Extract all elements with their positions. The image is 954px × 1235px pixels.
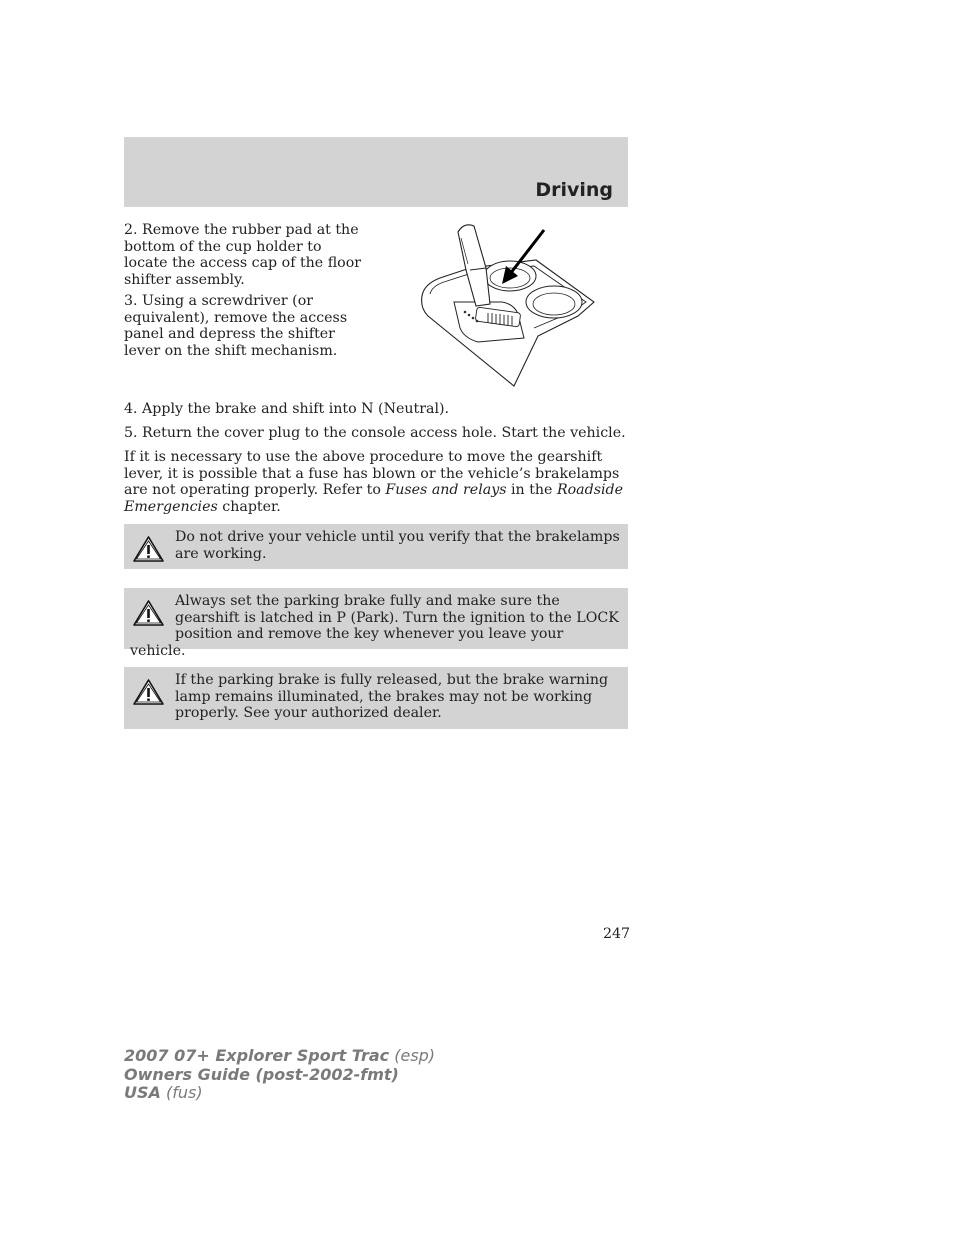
footer-line-1 [124, 1047, 435, 1066]
warning-text-3: If the parking brake is fully released, but the brake warning lamp remains illuminated, the brakes may not be working properly. See your authorized dealer. [175, 672, 609, 721]
steps-top [124, 222, 369, 364]
warning-text-2: Always set the parking brake fully and make sure the gearshift is latched in P (Park). Turn the ignition to the LOCK position and remove the key whenever you leave your vehicle. [130, 593, 619, 659]
section-title: Driving [535, 179, 613, 201]
roadside-emergencies-reference: Roadside Emergencies [124, 482, 624, 515]
page-number: 247 [603, 926, 631, 942]
section-header [124, 137, 628, 207]
footer-model: 2007 07+ Explorer Sport Trac [124, 1046, 390, 1065]
warning-triangle-icon [132, 535, 165, 563]
step-4: 4. Apply the brake and shift into N (Neutral). [124, 401, 450, 417]
footer-line-2 [124, 1066, 435, 1085]
fuses-and-relays-reference: Fuses and relays [385, 482, 507, 498]
footer-line-3 [124, 1084, 435, 1103]
warning-box-2 [124, 588, 628, 659]
note-text-3: chapter. [217, 498, 281, 515]
note-text-1: If it is necessary to use the above procedure to move the gearshift lever, it is possible that a fuse has blown or the vehicle’s brakelamps are not operating properly. Refer to [124, 449, 620, 498]
warning-triangle-icon [132, 678, 165, 706]
warning-box-3 [124, 667, 628, 729]
step-2: 2. Remove the rubber pad at the bottom of the cup holder to locate the access cap of the floor shifter assembly. [124, 222, 362, 288]
step-3: 3. Using a screwdriver (or equivalent), remove the access panel and depress the shifter lever on the shift mechanism. [124, 293, 348, 359]
footer-lang: (esp) [389, 1046, 436, 1065]
footer-guide: Owners Guide (post-2002-fmt) [124, 1064, 399, 1084]
warning-text-1: Do not drive your vehicle until you verify that the brakelamps are working. [175, 529, 620, 562]
warning-box-1 [124, 524, 628, 569]
note-paragraph [124, 449, 628, 515]
step-5: 5. Return the cover plug to the console access hole. Start the vehicle. [124, 425, 626, 441]
footer-market-code: (fus) [160, 1083, 203, 1102]
floor-shifter-illustration [418, 218, 598, 388]
note-text-2: in the [506, 482, 557, 498]
footer-market: USA [124, 1083, 161, 1102]
warning-triangle-icon [132, 599, 165, 627]
document-footer [124, 1047, 435, 1103]
